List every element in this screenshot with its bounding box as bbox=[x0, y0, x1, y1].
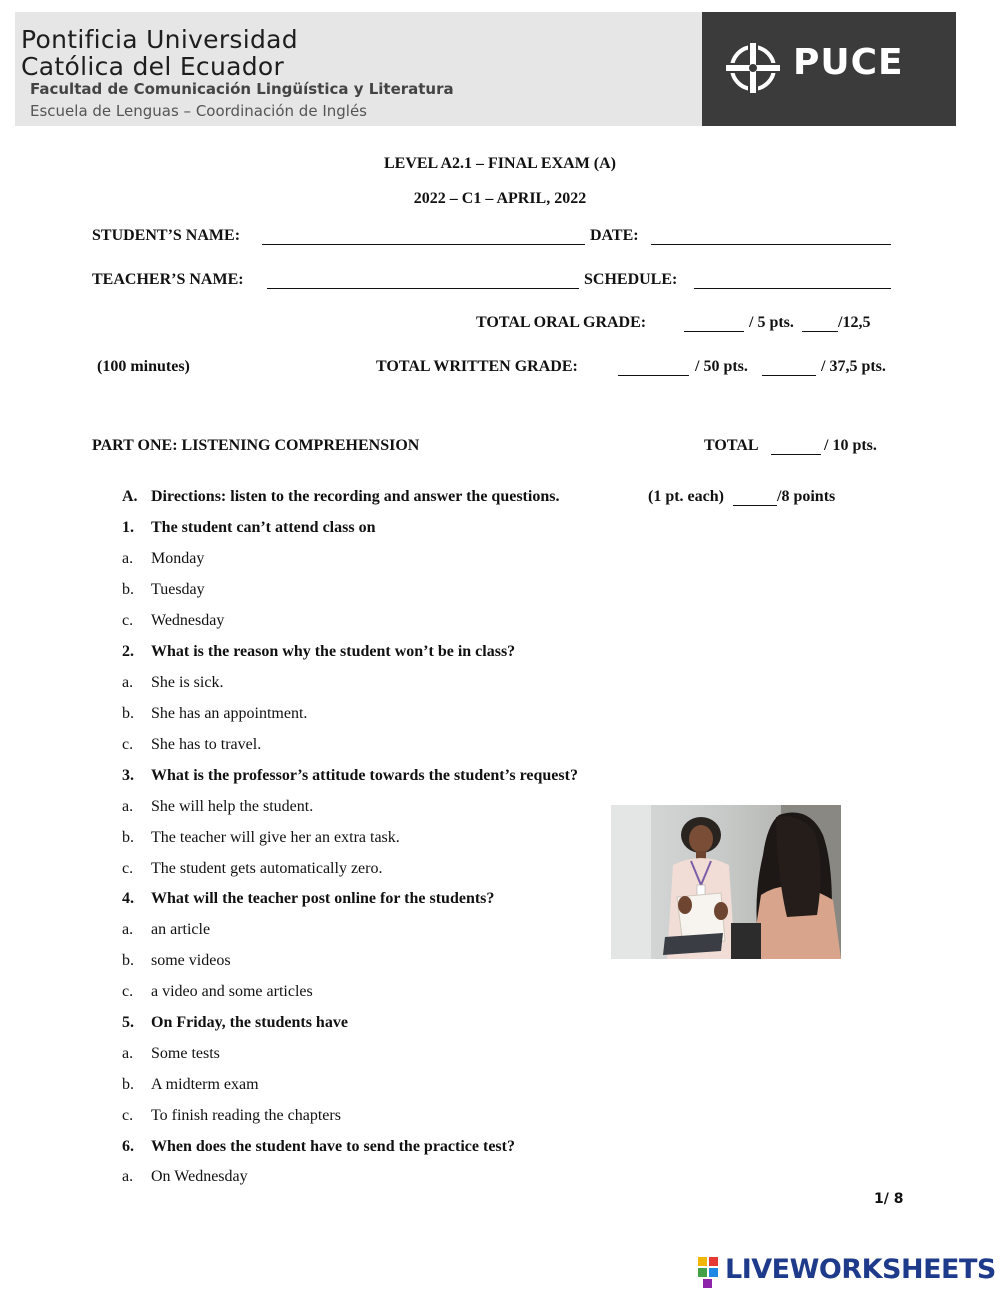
logo-square-icon bbox=[709, 1257, 718, 1266]
page-number: 1/ 8 bbox=[874, 1191, 904, 1207]
student-name-label: STUDENT’S NAME: bbox=[92, 227, 241, 244]
liveworksheets-brand-text: LIVEWORKSHEETS bbox=[725, 1254, 996, 1285]
option-letter: c. bbox=[122, 983, 134, 1000]
points-each: (1 pt. each) bbox=[648, 488, 724, 505]
written-grade-points: / 50 pts. bbox=[695, 358, 748, 375]
question-number: 3. bbox=[122, 767, 134, 784]
option-text[interactable]: On Wednesday bbox=[151, 1168, 248, 1185]
question-text: On Friday, the students have bbox=[151, 1014, 348, 1031]
teacher-name-label: TEACHER’S NAME: bbox=[92, 271, 244, 288]
written-grade-scaled: / 37,5 pts. bbox=[821, 358, 886, 375]
logo-square-icon bbox=[698, 1257, 707, 1266]
exam-term: 2022 – C1 – APRIL, 2022 bbox=[413, 190, 587, 207]
option-text[interactable]: Wednesday bbox=[151, 612, 225, 629]
part-one-title: PART ONE: LISTENING COMPREHENSION bbox=[92, 437, 420, 454]
oral-scaled-field[interactable] bbox=[802, 330, 838, 332]
option-letter: c. bbox=[122, 860, 134, 877]
logo-square-icon bbox=[703, 1279, 712, 1288]
section-points: /8 points bbox=[777, 488, 836, 505]
option-text[interactable]: The teacher will give her an extra task. bbox=[151, 829, 400, 846]
section-letter: A. bbox=[122, 488, 138, 505]
exam-duration: (100 minutes) bbox=[97, 358, 190, 375]
option-text[interactable]: She has to travel. bbox=[151, 736, 262, 753]
question-text: What will the teacher post online for the students? bbox=[151, 890, 495, 907]
question-text: When does the student have to send the practice test? bbox=[151, 1138, 515, 1155]
faculty-name: Facultad de Comunicación Lingüística y Literatura bbox=[30, 80, 454, 98]
header-banner bbox=[15, 12, 956, 126]
university-name-line1: Pontificia Universidad bbox=[21, 25, 298, 54]
option-text[interactable]: Tuesday bbox=[151, 581, 205, 598]
part-one-total-label: TOTAL bbox=[704, 437, 759, 454]
option-text[interactable]: To finish reading the chapters bbox=[151, 1107, 341, 1124]
oral-grade-points: / 5 pts. bbox=[749, 314, 794, 331]
option-letter: a. bbox=[122, 674, 134, 691]
option-text[interactable]: Some tests bbox=[151, 1045, 220, 1062]
question-text: The student can’t attend class on bbox=[151, 519, 376, 536]
option-text[interactable]: She will help the student. bbox=[151, 798, 314, 815]
option-letter: a. bbox=[122, 1168, 134, 1185]
question-text: What is the professor’s attitude towards the student’s request? bbox=[151, 767, 578, 784]
written-grade-field[interactable] bbox=[618, 374, 689, 376]
option-letter: b. bbox=[122, 952, 134, 969]
written-grade-label: TOTAL WRITTEN GRADE: bbox=[376, 358, 578, 375]
option-text[interactable]: A midterm exam bbox=[151, 1076, 259, 1093]
schedule-field[interactable] bbox=[694, 287, 891, 289]
teacher-name-field[interactable] bbox=[267, 287, 579, 289]
section-directions: Directions: listen to the recording and answer the questions. bbox=[151, 488, 560, 505]
option-text[interactable]: Monday bbox=[151, 550, 205, 567]
option-text[interactable]: She has an appointment. bbox=[151, 705, 308, 722]
option-letter: a. bbox=[122, 798, 134, 815]
part-one-total-field[interactable] bbox=[771, 453, 821, 455]
option-letter: a. bbox=[122, 550, 134, 567]
option-letter: b. bbox=[122, 581, 134, 598]
question-number: 2. bbox=[122, 643, 134, 660]
option-letter: b. bbox=[122, 705, 134, 722]
exam-title: LEVEL A2.1 – FINAL EXAM (A) bbox=[383, 155, 617, 172]
logo-square-icon bbox=[698, 1268, 707, 1277]
oral-grade-scaled: /12,5 bbox=[838, 314, 871, 331]
part-one-total-points: / 10 pts. bbox=[824, 437, 877, 454]
school-name: Escuela de Lenguas – Coordinación de Inglés bbox=[30, 102, 367, 120]
option-text[interactable]: She is sick. bbox=[151, 674, 224, 691]
section-score-field[interactable] bbox=[733, 504, 777, 506]
option-letter: c. bbox=[122, 1107, 134, 1124]
option-letter: b. bbox=[122, 829, 134, 846]
option-letter: a. bbox=[122, 1045, 134, 1062]
logo-square-icon bbox=[709, 1268, 718, 1277]
question-number: 5. bbox=[122, 1014, 134, 1031]
date-field[interactable] bbox=[651, 243, 891, 245]
option-letter: c. bbox=[122, 736, 134, 753]
option-text[interactable]: a video and some articles bbox=[151, 983, 313, 1000]
question-number: 1. bbox=[122, 519, 134, 536]
question-number: 4. bbox=[122, 890, 134, 907]
cross-emblem-icon bbox=[722, 40, 784, 96]
option-letter: a. bbox=[122, 921, 134, 938]
teacher-student-photo bbox=[611, 805, 841, 959]
schedule-label: SCHEDULE: bbox=[584, 271, 678, 288]
option-text[interactable]: The student gets automatically zero. bbox=[151, 860, 383, 877]
written-scaled-field[interactable] bbox=[762, 374, 816, 376]
option-letter: b. bbox=[122, 1076, 134, 1093]
option-text[interactable]: an article bbox=[151, 921, 211, 938]
option-text[interactable]: some videos bbox=[151, 952, 231, 969]
question-number: 6. bbox=[122, 1138, 134, 1155]
university-name-line2: Católica del Ecuador bbox=[21, 52, 285, 81]
option-letter: c. bbox=[122, 612, 134, 629]
oral-grade-field[interactable] bbox=[684, 330, 744, 332]
oral-grade-label: TOTAL ORAL GRADE: bbox=[476, 314, 647, 331]
date-label: DATE: bbox=[590, 227, 639, 244]
puce-logo-text: PUCE bbox=[793, 42, 904, 83]
puce-logo bbox=[702, 12, 956, 126]
student-name-field[interactable] bbox=[262, 243, 585, 245]
question-text: What is the reason why the student won’t be in class? bbox=[151, 643, 516, 660]
